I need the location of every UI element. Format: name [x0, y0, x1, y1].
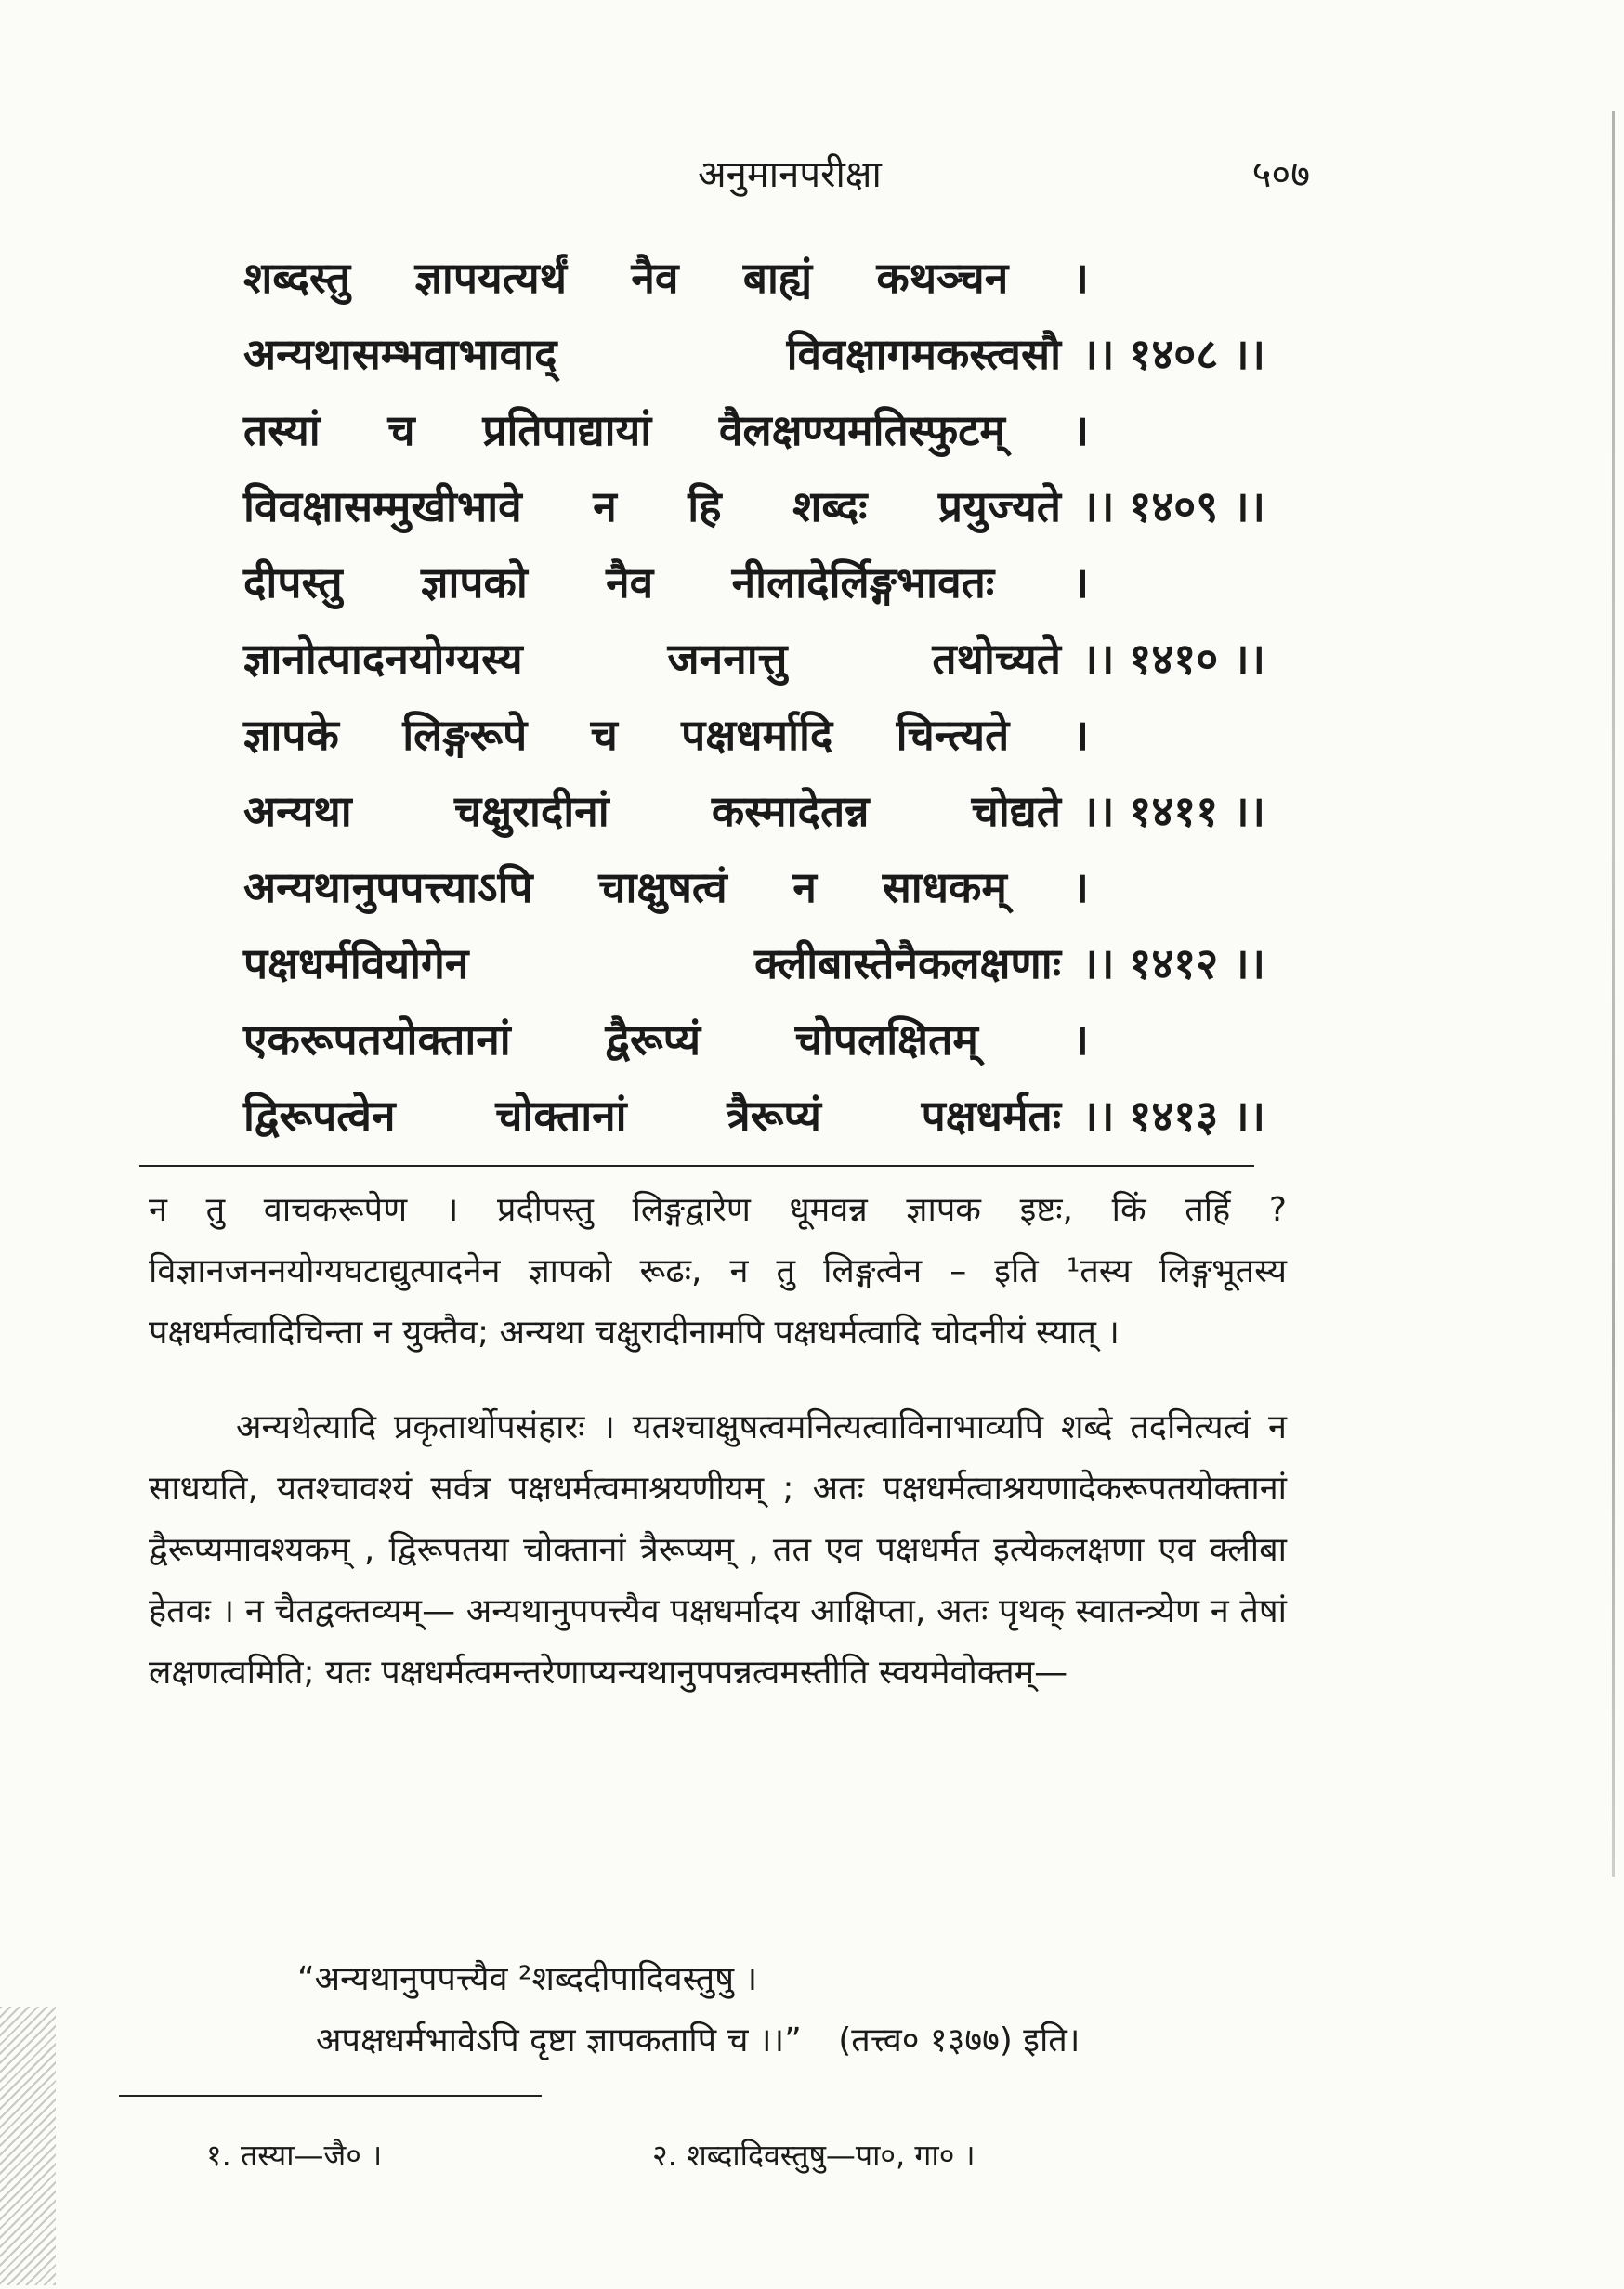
verse-text: विवक्षासम्मुखीभावे न हि शब्दः प्रयुज्यते — [243, 481, 1061, 531]
verse-line — [243, 621, 1265, 697]
verse-text: तस्यां च प्रतिपाद्यायां वैलक्षण्यमतिस्फुटम् । — [243, 405, 1089, 455]
verse-text: अन्यथानुपपत्त्याऽपि चाक्षुषत्वं न साधकम् । — [243, 862, 1089, 912]
verse-line — [243, 468, 1265, 544]
verse-block — [243, 240, 1265, 1154]
page-number: ५०७ — [1251, 153, 1310, 196]
verse-text: अन्यथा चक्षुरादीनां कस्मादेतन्न चोद्यते — [243, 786, 1061, 836]
quote-line — [297, 1949, 1291, 2010]
verse-line — [243, 544, 1265, 621]
verse-text: पक्षधर्मवियोगेन क्लीबास्तेनैकलक्षणाः — [243, 938, 1061, 988]
verse-number: ।। १४११ ।। — [1081, 786, 1265, 836]
verse-number: ।। १४०८ ।। — [1081, 329, 1265, 379]
quote-text: अपक्षधर्मभावेऽपि दृष्टा ज्ञापकतापि च ।।” — [316, 2021, 802, 2060]
quote-text: “अन्यथानुपपत्त्यैव ²शब्ददीपादिवस्तुषु । — [297, 1960, 758, 1998]
verse-text: दीपस्तु ज्ञापको नैव नीलादेर्लिङ्गभावतः । — [243, 557, 1089, 608]
section-divider — [139, 1165, 1254, 1167]
verse-line — [243, 773, 1265, 849]
page-header — [0, 147, 1624, 203]
verse-line — [243, 316, 1265, 392]
quotation — [297, 1949, 1291, 2072]
scan-speckle — [0, 2007, 56, 2285]
quote-line — [297, 2010, 1291, 2072]
running-title: अनुमानपरीक्षा — [698, 153, 882, 196]
commentary — [149, 1180, 1287, 1704]
verse-text: अन्यथासम्भवाभावाद् विवक्षागमकस्त्वसौ — [243, 329, 1061, 379]
page-edge-shadow — [1612, 111, 1615, 1877]
verse-number: ।। १४१० ।। — [1081, 634, 1265, 684]
footnotes — [206, 2127, 1228, 2183]
verse-text: शब्दस्तु ज्ञापयत्यर्थं नैव बाह्यं कथञ्चन । — [243, 253, 1089, 303]
verse-line — [243, 392, 1265, 468]
commentary-paragraph: न तु वाचकरूपेण । प्रदीपस्तु लिङ्गद्वारेण धूमवन्न ज्ञापक इष्टः, किं तर्हि ? विज्ञानजननयोग्यघटाद्युत्पादनेन ज्ञापको रूढः, न तु लिङ्गत्वेन – इति ¹तस्य लिङ्गभूतस्य पक्षधर्मत्वादिचिन्ता न युक्तैव; अन्यथा चक्षुरादीनामपि पक्षधर्मत्वादि चोदनीयं स्यात् । — [149, 1191, 1287, 1352]
footnote: २. शब्दादिवस्तुषु—पा०, गा० । — [652, 2138, 976, 2173]
verse-text: ज्ञानोत्पादनयोग्यस्य जननात्तु तथोच्यते — [243, 634, 1061, 684]
footnote: १. तस्या—जै० । — [206, 2138, 383, 2173]
verse-line — [243, 697, 1265, 773]
verse-line — [243, 925, 1265, 1001]
verse-number: ।। १४०९ ।। — [1081, 481, 1265, 531]
verse-line — [243, 849, 1265, 925]
verse-line — [243, 240, 1265, 316]
verse-number: ।। १४१३ ।। — [1081, 1091, 1265, 1141]
verse-text: एकरूपतयोक्तानां द्वैरूप्यं चोपलक्षितम् । — [243, 1014, 1089, 1065]
quote-reference: (तत्त्व० १३७७) इति। — [838, 2021, 1080, 2060]
commentary-paragraph: अन्यथेत्यादि प्रकृतार्थोपसंहारः । यतश्चाक्षुषत्वमनित्यत्वाविनाभाव्यपि शब्दे तदनित्यत्वं न साधयति, यतश्चावश्यं सर्वत्र पक्षधर्मत्वमाश्रयणीयम् ; अतः पक्षधर्मत्वाश्रयणादेकरूपतयोक्तानां द्वैरूप्यमावश्यकम् , द्विरूपतया चोक्तानां त्रैरूप्यम् , तत एव पक्षधर्मत इत्येकलक्षणा एव क्लीबा हेतवः । न चैतद्वक्तव्यम्— अन्यथानुपपत्त्यैव पक्षधर्मादय आक्षिप्ता, अतः पृथक् स्वातन्त्र्येण न तेषां लक्षणत्वमिति; यतः पक्षधर्मत्वमन्तरेणाप्यन्यथानुपपन्नत्वमस्तीति स्वयमेवोक्तम्— — [149, 1408, 1287, 1692]
verse-number: ।। १४१२ ।। — [1081, 938, 1265, 988]
verse-text: द्विरूपत्वेन चोक्तानां त्रैरूप्यं पक्षधर्मतः — [243, 1091, 1061, 1141]
verse-line — [243, 1078, 1265, 1154]
verse-line — [243, 1001, 1265, 1078]
footnote-divider — [119, 2095, 542, 2097]
verse-text: ज्ञापके लिङ्गरूपे च पक्षधर्मादि चिन्त्यते । — [243, 710, 1089, 760]
